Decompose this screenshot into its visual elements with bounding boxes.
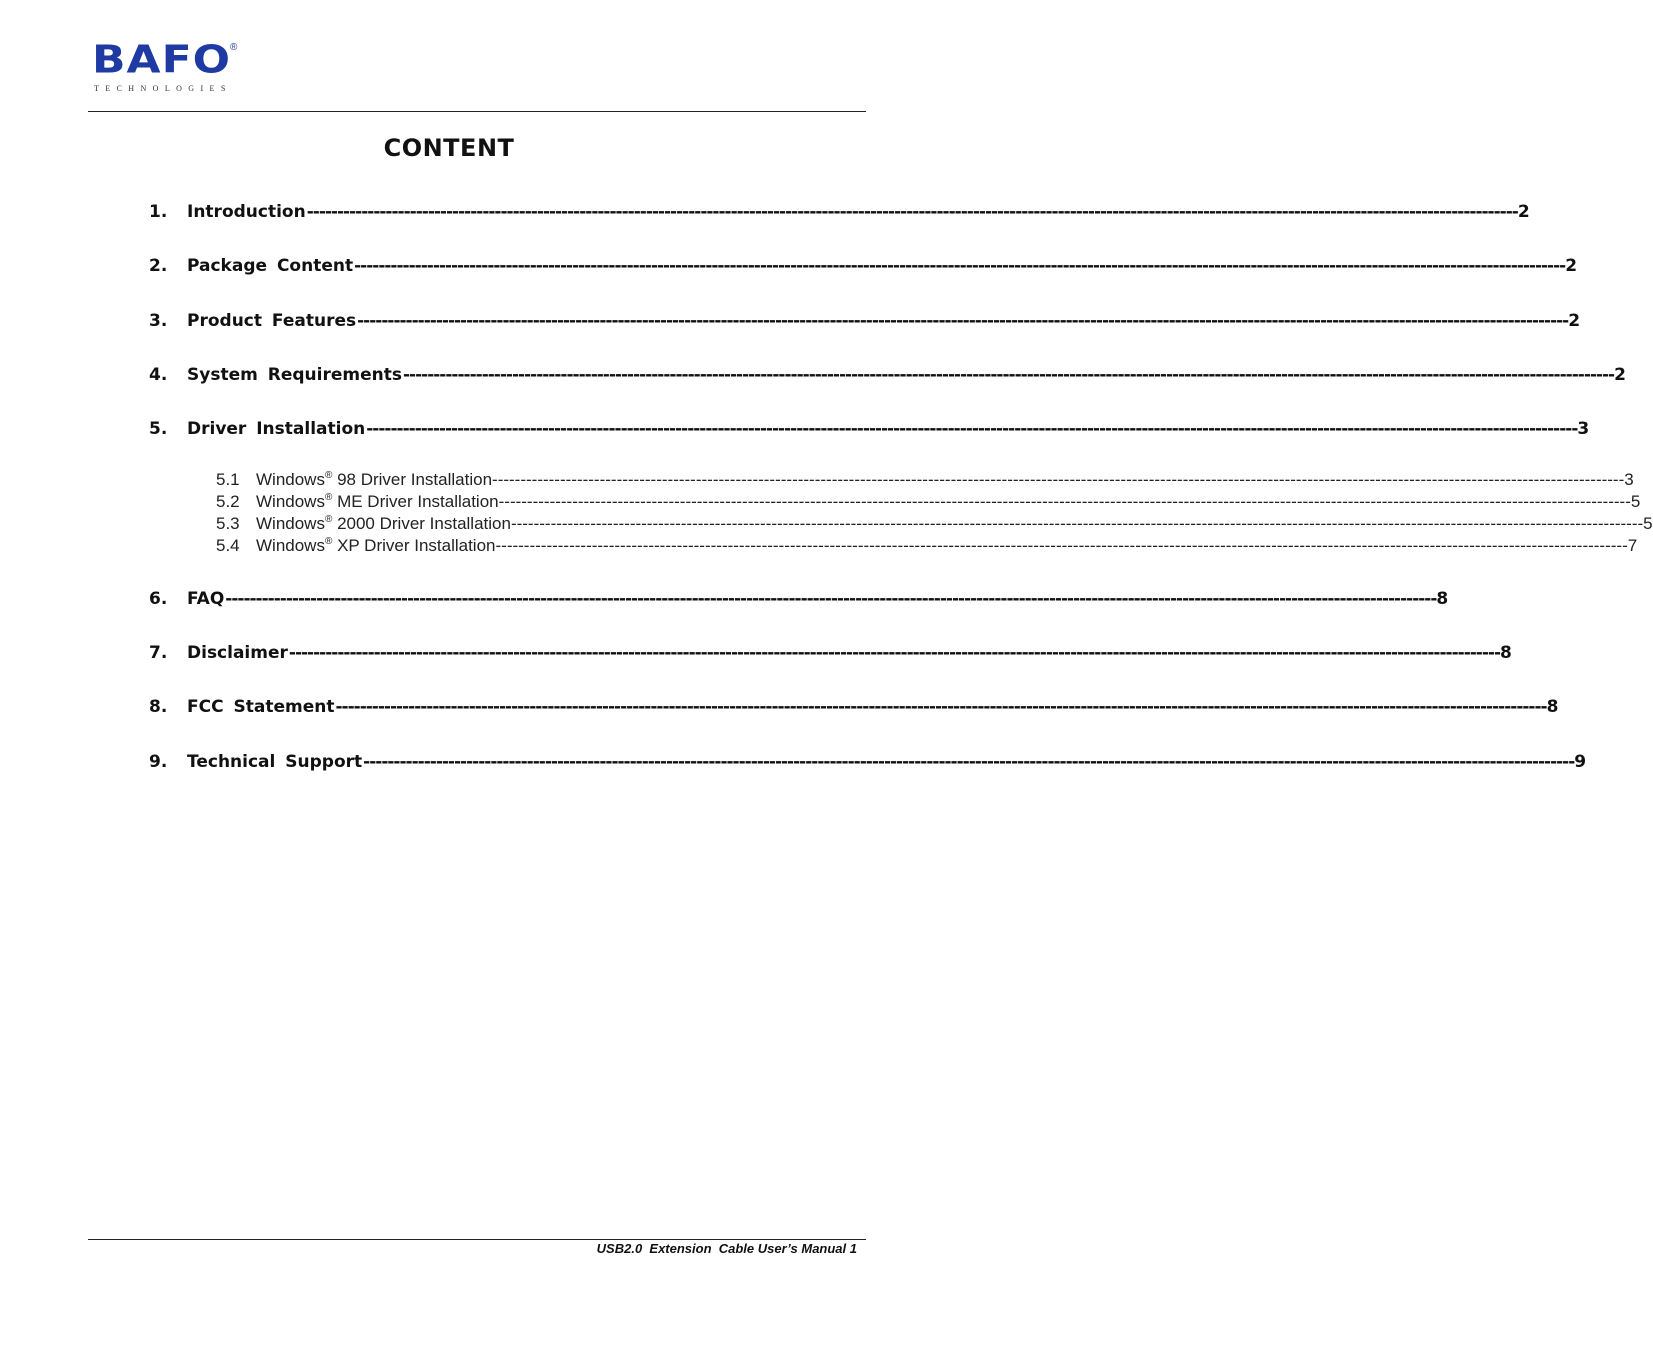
toc-page: 3 xyxy=(1624,470,1634,489)
toc-entry-technical-support[interactable] xyxy=(149,752,1587,776)
registered-mark: ® xyxy=(324,492,333,503)
toc-number: 8. xyxy=(149,697,168,717)
toc-page: 8 xyxy=(1436,589,1449,609)
toc-label: Disclaimer xyxy=(187,643,288,663)
toc-number: 3. xyxy=(149,311,168,331)
toc-page: 5 xyxy=(1630,492,1641,511)
toc-leader: -------------------------------------------------------------------------------------------------------------------------------------------------------------------------------------------------------- xyxy=(495,536,1628,555)
toc-number: 2. xyxy=(149,256,168,276)
toc-leader: -------------------------------------------------------------------------------------------------------------------------------------------------------------------------------------------------------- xyxy=(357,311,1569,331)
toc-entry-disclaimer[interactable] xyxy=(149,643,1512,667)
page-footer: USB2.0 Extension Cable User’s Manual 1 xyxy=(596,1241,857,1256)
toc-label: FAQ xyxy=(187,589,225,609)
toc-sublabel: Windows® 2000 Driver Installation xyxy=(256,514,511,533)
toc-leader: -------------------------------------------------------------------------------------------------------------------------------------------------------------------------------------------------------- xyxy=(510,514,1644,533)
toc-subnumber: 5.4 xyxy=(216,536,240,555)
toc-leader: -------------------------------------------------------------------------------------------------------------------------------------------------------------------------------------------------------- xyxy=(498,492,1631,511)
toc-page: 7 xyxy=(1627,536,1638,555)
toc-entry-system-requirements[interactable] xyxy=(149,365,1626,389)
toc-label: System Requirements xyxy=(187,365,402,385)
page-title: CONTENT xyxy=(383,134,515,162)
toc-page: 5 xyxy=(1643,514,1653,533)
toc-sublabel: Windows® XP Driver Installation xyxy=(256,536,496,555)
toc-label: Technical Support xyxy=(187,752,363,772)
toc-entry-faq[interactable] xyxy=(149,589,1449,613)
toc-label: FCC Statement xyxy=(187,697,335,717)
toc-label: Driver Installation xyxy=(187,419,366,439)
toc-label: Introduction xyxy=(187,202,306,222)
toc-number: 6. xyxy=(149,589,168,609)
logo-wordmark: BAFO xyxy=(92,37,232,83)
toc-leader: -------------------------------------------------------------------------------------------------------------------------------------------------------------------------------------------------------- xyxy=(354,256,1566,276)
toc-subentry-windows-xp[interactable] xyxy=(216,536,1638,558)
footer-rule xyxy=(88,1239,866,1240)
toc-subnumber: 5.2 xyxy=(216,492,240,511)
toc-subentry-windows-2000[interactable] xyxy=(216,514,1653,536)
toc-page: 2 xyxy=(1565,256,1578,276)
toc-subentry-windows-me[interactable] xyxy=(216,492,1641,514)
toc-number: 4. xyxy=(149,365,168,385)
registered-mark: ® xyxy=(324,536,333,547)
toc-subentry-windows-98[interactable] xyxy=(216,470,1634,492)
logo-subtitle: TECHNOLOGIES xyxy=(94,84,232,93)
toc-leader: -------------------------------------------------------------------------------------------------------------------------------------------------------------------------------------------------------- xyxy=(492,470,1625,489)
toc-entry-driver-installation[interactable] xyxy=(149,419,1590,443)
toc-number: 1. xyxy=(149,202,168,222)
toc-page: 2 xyxy=(1614,365,1626,385)
toc-leader: -------------------------------------------------------------------------------------------------------------------------------------------------------------------------------------------------------- xyxy=(225,589,1437,609)
registered-mark: ® xyxy=(324,514,333,525)
toc-entry-package-content[interactable] xyxy=(149,256,1578,280)
toc-page: 2 xyxy=(1568,311,1581,331)
toc-leader: -------------------------------------------------------------------------------------------------------------------------------------------------------------------------------------------------------- xyxy=(363,752,1575,772)
toc-page: 3 xyxy=(1577,419,1590,439)
toc-sublabel: Windows® ME Driver Installation xyxy=(256,492,499,511)
toc-page: 8 xyxy=(1546,697,1559,717)
toc-page: 8 xyxy=(1500,643,1512,663)
toc-subnumber: 5.3 xyxy=(216,514,240,533)
toc-leader: -------------------------------------------------------------------------------------------------------------------------------------------------------------------------------------------------------- xyxy=(306,202,1518,222)
toc-entry-product-features[interactable] xyxy=(149,311,1581,335)
toc-page: 9 xyxy=(1574,752,1587,772)
toc-entry-introduction[interactable] xyxy=(149,202,1530,226)
toc-label: Product Features xyxy=(187,311,357,331)
toc-number: 7. xyxy=(149,643,168,663)
toc-leader: -------------------------------------------------------------------------------------------------------------------------------------------------------------------------------------------------------- xyxy=(366,419,1578,439)
bafo-logo xyxy=(92,37,242,96)
registered-mark: ® xyxy=(230,42,238,53)
toc-label: Package Content xyxy=(187,256,354,276)
toc-leader: -------------------------------------------------------------------------------------------------------------------------------------------------------------------------------------------------------- xyxy=(335,697,1547,717)
toc-subnumber: 5.1 xyxy=(216,470,240,489)
toc-sublabel: Windows® 98 Driver Installation xyxy=(256,470,493,489)
toc-leader: -------------------------------------------------------------------------------------------------------------------------------------------------------------------------------------------------------- xyxy=(402,365,1615,385)
registered-mark: ® xyxy=(324,470,333,481)
toc-number: 5. xyxy=(149,419,168,439)
toc-page: 2 xyxy=(1517,202,1530,222)
toc-entry-fcc-statement[interactable] xyxy=(149,697,1559,721)
toc-number: 9. xyxy=(149,752,168,772)
toc-leader: -------------------------------------------------------------------------------------------------------------------------------------------------------------------------------------------------------- xyxy=(288,643,1501,663)
header-rule xyxy=(88,111,866,112)
